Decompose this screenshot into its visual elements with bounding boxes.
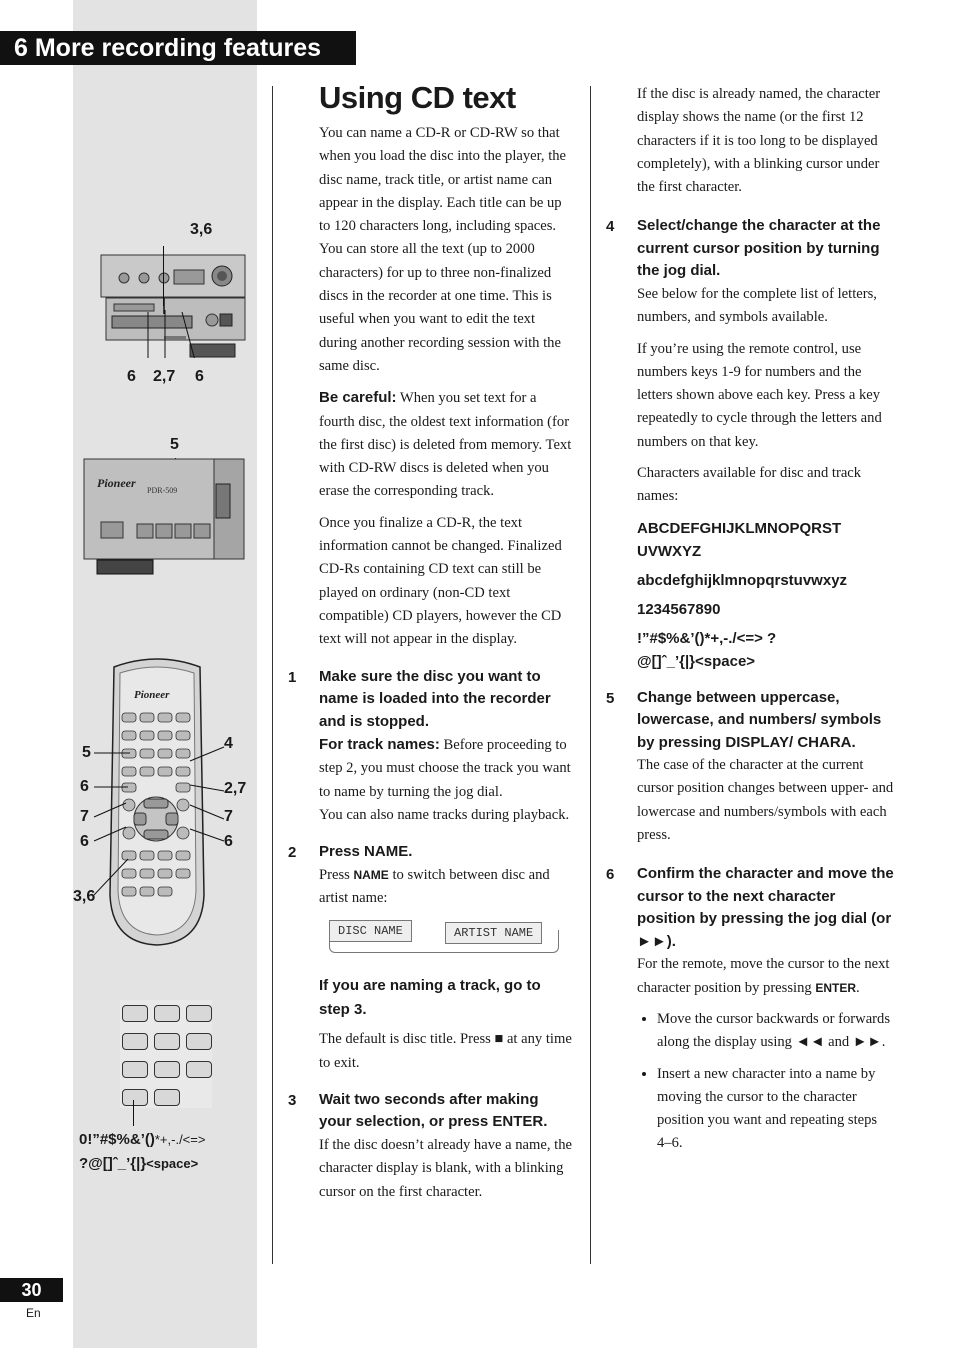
step-3-text: If the disc doesn’t already have a name, the character display is blank, with a blinking cursor on the first character. xyxy=(319,1136,572,1200)
bullet-item: • Move the cursor backwards or forwards along the display using ◄◄ and ►►. xyxy=(657,1008,894,1055)
careful-paragraph xyxy=(319,386,575,503)
model-label: PDR-509 xyxy=(147,486,178,495)
pioneer-logo-panel: Pioneer xyxy=(97,476,136,490)
lcd-artist-name: ARTIST NAME xyxy=(445,922,542,944)
default-note: The default is disc title. Press ■ at any time to exit. xyxy=(319,1031,572,1071)
language-label: En xyxy=(26,1306,41,1320)
step-1-also: You can also name tracks during playback. xyxy=(319,806,570,823)
lcd-disc-name: DISC NAME xyxy=(329,920,412,942)
name-key: NAME xyxy=(353,867,389,882)
step-1 xyxy=(288,666,575,828)
step-2-number: 2 xyxy=(288,844,297,862)
step-5-number: 5 xyxy=(606,689,615,707)
middle-column xyxy=(288,122,575,1204)
step-6-text xyxy=(637,953,894,1000)
step-6-number: 6 xyxy=(606,866,615,884)
step-6-bullets xyxy=(637,1008,894,1156)
step-4-text-2: If you’re using the remote control, use numbers keys 1-9 for numbers and the letters shown above each key. Press a key repeatedly to cycle through the letters and numbers on that key. xyxy=(637,340,882,450)
step-4-number: 4 xyxy=(606,218,615,236)
finalize-paragraph: Once you finalize a CD-R, the text information cannot be changed. Finalized CD-Rs containing CD text can still be played on ordinary (non-CD text compatible) CD players, however the CD text will not appear in the display. xyxy=(319,514,562,648)
remote-callout-lines xyxy=(90,735,230,905)
chars-lowercase: abcdefghijklmnopqrstuvwxyz xyxy=(637,571,848,589)
chars-intro: Characters available for disc and track names: xyxy=(637,465,862,505)
tracks-label: For track names: xyxy=(319,736,440,754)
step-2-text xyxy=(319,864,575,911)
step-5-heading: Change between uppercase, lowercase, and numbers/ symbols by pressing DISPLAY/ CHARA. xyxy=(637,688,882,751)
keypad-key-zero xyxy=(122,1089,148,1106)
step-3-number: 3 xyxy=(288,1091,297,1109)
remote-callout-6c: 6 xyxy=(224,833,233,850)
step-1-heading: Make sure the disc you want to name is loaded into the recorder and is stopped. xyxy=(319,667,551,730)
chars-symbols-2: @[]ˆ_’{|}<space> xyxy=(637,652,756,670)
tracks-text: Before proceeding to step 2, you must choose the track you want to name by turning the jog dial. xyxy=(319,737,571,800)
right-intro: If the disc is already named, the character display shows the name (or the first 12 characters if it is too long to be displayed completely), with a blinking cursor under the first character. xyxy=(637,86,881,196)
remote-callout-7a: 7 xyxy=(80,808,89,825)
remote-callout-6b: 6 xyxy=(80,833,89,850)
chars-digits: 1234567890 xyxy=(637,600,721,618)
lcd-diagram xyxy=(319,920,575,962)
keypad-key xyxy=(122,1033,148,1050)
keypad-caption-2-bold: ?@[]ˆ_’{|} xyxy=(79,1155,147,1172)
keypad-key xyxy=(154,1061,180,1078)
front-panel-top-illustration xyxy=(100,254,246,358)
remote-callout-3-6: 3,6 xyxy=(73,888,96,905)
step-2 xyxy=(288,841,575,1075)
bullet-item: • Insert a new character into a name by moving the cursor to the character position you want and repeating steps 4–6. xyxy=(657,1063,894,1156)
keypad-key xyxy=(154,1089,180,1106)
step-4-text-1: See below for the complete list of letters, numbers, and symbols available. xyxy=(637,285,877,326)
keypad-key xyxy=(186,1061,212,1078)
enter-key: ENTER xyxy=(815,980,856,995)
step-6-heading: Confirm the character and move the cursor to the next character position by pressing the jog dial (or ►►). xyxy=(637,865,894,950)
callout-2-7: 2,7 xyxy=(153,368,176,385)
keypad-caption-1-bold: 0!”#$%&’() xyxy=(79,1131,155,1148)
remote-callout-6a: 6 xyxy=(80,778,89,795)
step-6-text-b: . xyxy=(856,979,860,996)
chars-symbols-1: !”#$%&’()*+,-./<=> ? xyxy=(637,629,777,647)
step-1-number: 1 xyxy=(288,668,297,686)
step-5 xyxy=(606,687,894,848)
keypad-key xyxy=(154,1005,180,1022)
keypad-key xyxy=(186,1033,212,1050)
remote-callout-7b: 7 xyxy=(224,808,233,825)
pioneer-logo-remote: Pioneer xyxy=(134,689,170,701)
callout-3-6-top: 3,6 xyxy=(190,221,213,238)
track-note: If you are naming a track, go to step 3. xyxy=(319,977,541,1019)
remote-callout-5: 5 xyxy=(82,744,91,761)
keypad-caption-1: *+,-./<=> xyxy=(154,1132,206,1147)
chars-symbols xyxy=(637,627,894,673)
chars-uppercase: ABCDEFGHIJKLMNOPQRST UVWXYZ xyxy=(637,519,842,560)
front-panel-figure-top xyxy=(100,254,246,358)
remote-callout-4: 4 xyxy=(224,735,233,752)
intro-paragraph: You can name a CD-R or CD-RW so that when you load the disc into the player, the disc name, track title, or artist name can appear in the display. Each title can be up to 120 characters long, including spaces. You can store all the text (up to 2000 characters) for up to three non-finalized discs in the recorder at one time. This is useful when you want to edit the text during another recording session with the same disc. xyxy=(319,125,567,374)
step-2-text-a: Press xyxy=(319,866,354,883)
keypad-key xyxy=(122,1061,148,1078)
keypad-key xyxy=(154,1033,180,1050)
step-5-text: The case of the character at the current cursor position changes between upper- and lowercase and numbers/symbols with each press. xyxy=(637,757,894,844)
step-2-heading: Press NAME. xyxy=(319,843,413,861)
column-divider-right xyxy=(590,86,591,1264)
step-6 xyxy=(606,863,894,1155)
front-panel-figure-pioneer xyxy=(83,458,246,578)
keypad-callout-line xyxy=(133,1100,134,1126)
keypad-key xyxy=(186,1005,212,1022)
chapter-title: 6 More recording features xyxy=(14,34,322,62)
step-3-heading: Wait two seconds after making your selection, or press ENTER. xyxy=(319,1090,548,1131)
keypad-key xyxy=(122,1005,148,1022)
column-divider-left xyxy=(272,86,273,1264)
right-column xyxy=(606,83,894,1164)
callout-line-fig1 xyxy=(163,246,164,306)
keypad-figure xyxy=(120,1000,212,1108)
step-6-text-a: For the remote, move the cursor to the next character position by pressing xyxy=(637,956,890,996)
section-title: Using CD text xyxy=(319,80,516,115)
step-3 xyxy=(288,1089,575,1204)
step-4 xyxy=(606,215,894,672)
callout-5-fig2: 5 xyxy=(170,436,179,453)
keypad-caption-2: <space> xyxy=(146,1156,199,1171)
page-number: 30 xyxy=(0,1278,63,1302)
callout-6-left: 6 xyxy=(127,368,136,385)
careful-label: Be careful: xyxy=(319,389,397,407)
remote-callout-2-7: 2,7 xyxy=(224,780,247,797)
step-2-text-b: to switch between disc and artist name: xyxy=(319,866,550,907)
callout-6-right: 6 xyxy=(195,368,204,385)
step-1-tracks xyxy=(319,733,575,804)
step-4-heading: Select/change the character at the current cursor position by turning the jog dial. xyxy=(637,217,881,280)
keypad-caption xyxy=(79,1128,259,1176)
careful-text: When you set text for a fourth disc, the oldest text information (for the first disc) is deleted from memory. Text with CD-RW discs is deleted when you erase the corresponding track. xyxy=(319,390,572,500)
chapter-header xyxy=(0,31,356,65)
